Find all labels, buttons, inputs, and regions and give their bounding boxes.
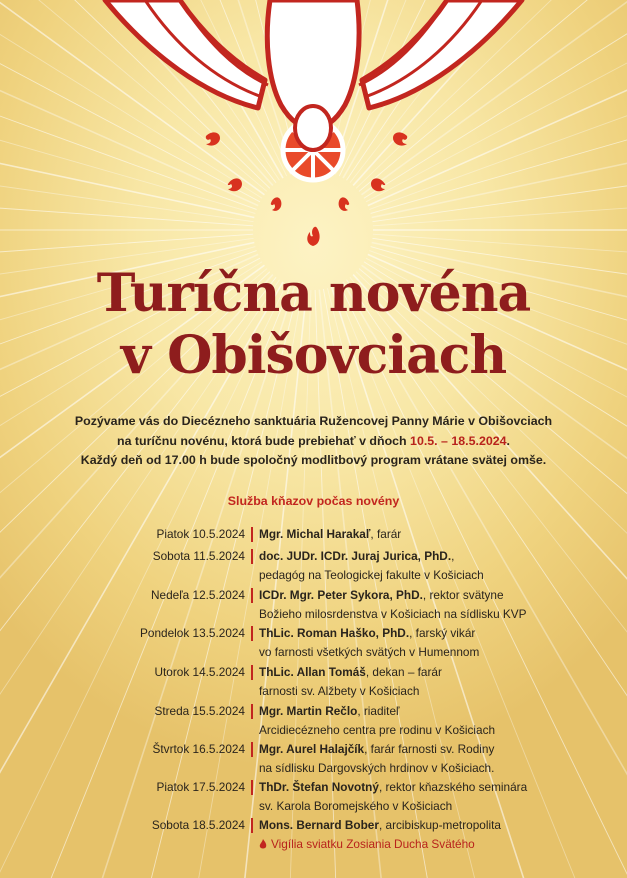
flame-icon xyxy=(259,839,267,849)
row-date: Piatok 10.5.2024 xyxy=(156,527,245,541)
row-divider xyxy=(251,527,253,542)
row-role-line2: farnosti sv. Alžbety v Košiciach xyxy=(259,684,420,698)
row-role-line2: pedagóg na Teologickej fakulte v Košiciach xyxy=(259,568,484,582)
row-priest-name: Mgr. Aurel Halajčík xyxy=(259,742,365,756)
row-text xyxy=(259,624,619,662)
row-priest-name: Mons. Bernard Bober xyxy=(259,818,379,832)
intro-line2-end: . xyxy=(506,433,510,448)
row-priest-name: ThLic. Allan Tomáš xyxy=(259,665,366,679)
row-role-line2: Arcidiecézneho centra pre rodinu v Košiciach xyxy=(259,723,496,737)
intro-line3: Každý deň od 17.00 h bude spoločný modlitbový program vrátane svätej omše. xyxy=(80,453,547,467)
vigil-note xyxy=(259,837,475,851)
row-role: , farár xyxy=(370,527,402,541)
row-role: , riaditeľ xyxy=(357,704,400,718)
intro-paragraph xyxy=(40,412,587,471)
row-role: , dekan – farár xyxy=(365,665,442,679)
row-date: Streda 15.5.2024 xyxy=(154,704,245,718)
row-divider xyxy=(251,549,253,564)
row-divider xyxy=(251,665,253,680)
schedule-heading: Služba kňazov počas novény xyxy=(227,494,400,508)
row-date: Sobota 11.5.2024 xyxy=(152,549,245,563)
row-text xyxy=(259,586,619,624)
row-divider xyxy=(251,818,253,833)
row-role: , rektor kňazského seminára xyxy=(378,780,528,794)
row-divider xyxy=(251,742,253,757)
row-divider xyxy=(251,780,253,795)
row-role-line2: Božieho milosrdenstva v Košiciach na sídlisku KVP xyxy=(259,607,527,621)
holy-spirit-dove-icon xyxy=(0,0,627,250)
row-text xyxy=(259,663,619,701)
row-role: , rektor svätyne xyxy=(422,588,504,602)
row-role-line2: vo farnosti všetkých svätých v Humennom xyxy=(259,645,480,659)
row-role: , arcibiskup-metropolita xyxy=(378,818,501,832)
row-date: Sobota 18.5.2024 xyxy=(151,818,245,832)
intro-line1: Pozývame vás do Diecézneho sanktuária Ružencovej Panny Márie v Obišovciach xyxy=(74,414,553,428)
row-priest-name: Mgr. Michal Harakaľ xyxy=(259,527,371,541)
vigil-text: Vigília sviatku Zosiania Ducha Svätého xyxy=(271,837,475,851)
row-text xyxy=(259,778,619,816)
row-role-line2: sv. Karola Boromejského v Košiciach xyxy=(259,799,453,813)
row-date: Pondelok 13.5.2024 xyxy=(140,626,245,640)
row-text xyxy=(259,525,619,544)
row-role-line2: na sídlisku Dargovských hrdinov v Košiciach. xyxy=(259,761,495,775)
row-date: Štvrtok 16.5.2024 xyxy=(152,742,245,756)
row-priest-name: ThLic. Roman Haško, PhD. xyxy=(259,626,410,640)
row-role: , farár farnosti sv. Rodiny xyxy=(364,742,495,756)
row-date: Nedeľa 12.5.2024 xyxy=(151,588,245,602)
row-divider xyxy=(251,704,253,719)
row-text xyxy=(259,740,619,778)
row-priest-name: doc. JUDr. ICDr. Juraj Jurica, PhD. xyxy=(259,549,452,563)
row-role: , farský vikár xyxy=(409,626,476,640)
row-text xyxy=(259,702,619,740)
row-divider xyxy=(251,626,253,641)
page-title-line1: Turíčna novéna xyxy=(96,263,531,324)
row-date: Utorok 14.5.2024 xyxy=(154,665,245,679)
row-priest-name: ICDr. Mgr. Peter Sykora, PhD. xyxy=(259,588,423,602)
intro-dates: 10.5. – 18.5.2024 xyxy=(410,433,507,448)
intro-line2 xyxy=(40,432,587,452)
page-title-line2: v Obišovciach xyxy=(120,325,507,386)
row-role: , xyxy=(451,549,455,563)
row-divider xyxy=(251,588,253,603)
intro-line2-text: na turíčnu novénu, ktorá bude prebiehať v dňoch xyxy=(117,433,411,448)
row-text xyxy=(259,816,619,854)
row-text xyxy=(259,547,619,585)
row-date: Piatok 17.5.2024 xyxy=(156,780,245,794)
row-priest-name: Mgr. Martin Rečlo xyxy=(259,704,358,718)
row-priest-name: ThDr. Štefan Novotný xyxy=(259,780,379,794)
